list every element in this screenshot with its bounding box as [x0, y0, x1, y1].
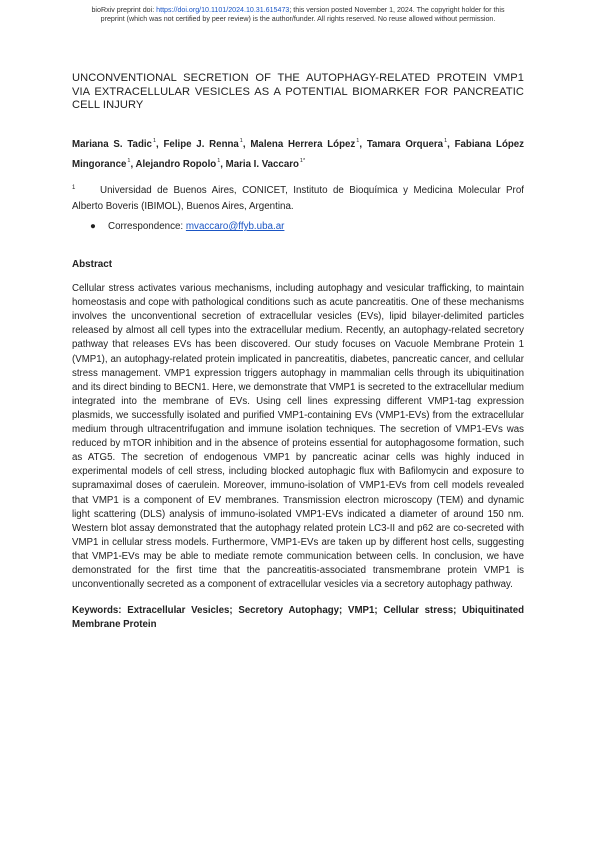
doi-link[interactable]: https://doi.org/10.1101/2024.10.31.615473: [156, 6, 290, 14]
author-name: Felipe J. Renna: [163, 139, 239, 151]
correspondence: [72, 220, 524, 234]
author-affiliation-mark: 1*: [299, 158, 306, 165]
author-name: Alejandro Ropolo: [135, 159, 217, 171]
author-list: Mariana S. Tadic$^1$, Felipe J. Renna$^1$, Malena Herrera López$^1$, Tamara Orquera$^1$, Fabiana López Mingorance$^1$, Alejandro Ropolo$^1$, Maria I. Vaccaro$^{1*}$: [72, 138, 525, 171]
author-name: Malena Herrera López: [250, 139, 356, 151]
author-name: Mariana S. Tadic: [72, 139, 152, 151]
preprint-notice-line1: [0, 6, 596, 15]
author-name: Fabiana López Mingorance: [72, 139, 525, 171]
author-name: Maria I. Vaccaro: [225, 159, 299, 171]
notice-suffix: ; this version posted November 1, 2024. The copyright holder for this: [289, 6, 505, 14]
bullet-icon: ●: [90, 221, 96, 233]
paper-title: UNCONVENTIONAL SECRETION OF THE AUTOPHAGY-RELATED PROTEIN VMP1 VIA EXTRACELLULAR VESICLES AS A POTENTIAL BIOMARKER FOR PANCREATIC CELL INJURY: [72, 72, 524, 112]
affiliation-number: 1: [72, 185, 76, 192]
author-affiliation-mark: 1: [356, 138, 360, 145]
preprint-notice: [0, 6, 596, 24]
author-affiliation-mark: 1: [152, 138, 157, 145]
preprint-notice-line2: preprint (which was not certified by peer review) is the author/funder. All rights reserved. No reuse allowed without permission.: [100, 15, 496, 23]
author-name: Tamara Orquera: [366, 139, 444, 151]
notice-prefix: bioRxiv preprint doi:: [91, 6, 157, 14]
affiliation-text: Universidad de Buenos Aires, CONICET, Instituto de Bioquímica y Medicina Molecular Prof Alberto Boveris (IBIMOL), Buenos Aires, Argentina.: [72, 185, 524, 212]
paper-page: [72, 72, 524, 633]
abstract-body: Cellular stress activates various mechanisms, including autophagy and vesicular trafficking, to maintain homeostasis and cope with pathological conditions such as acute pancreatitis. One of these mechanisms involves the unconventional secretion of extracellular vesicles (EVs), lipid bilayer-delimited particles released by almost all cell types into the extracellular medium. Recently, an autophagy-related secretory pathway that releases EVs has been discovered. Our study focuses on Vacuole Membrane Protein 1 (VMP1), an autophagy-related protein implicated in pancreatitis, diabetes, pancreatic cancer, and cellular stress management. VMP1 expression triggers autophagy in mammalian cells through its ubiquitination and its direct binding to BECN1. Here, we demonstrate that VMP1 is secreted to the extracellular medium integrated into the membrane of EVs. Using cell lines expressing different VMP1-tag expression plasmids, we successfully isolated and purified VMP1-containing EVs (VMP1-EVs) from the extracellular medium through ultracentrifugation and immune isolation techniques. The secretion of VMP1-EVs was reduced by mTOR inhibition and in the absence of proteins essential for autophagosome formation, such as ATG5. The secretion of endogenous VMP1 by pancreatic acinar cells was highly induced in experimental models of cell stress, including blocked autophagic flux with Bafilomycin and exposure to supramaximal doses of caerulein. Moreover, immuno-isolation of VMP1-EVs from cell models revealed that VMP1 is a component of EV membranes. Transmission electron microscopy (TEM) and dynamic light scattering (DLS) analysis of immuno-isolated VMP1-EVs indicated a diameter of around 150 nm. Western blot assay demonstrated that the autophagy related protein LC3-II and p62 are co-secreted with VMP1 in cellular stress models. Furthermore, VMP1-EVs are taken up by different host cells, suggesting that VMP1-EVs may be able to mediate remote communication between cells. In conclusion, we have demonstrated for the first time that the pancreatitis-associated transmembrane protein VMP1 is unconventionally secreted as a component of extracellular vesicles via a secretory autophagy pathway.: [72, 283, 524, 591]
author-affiliation-mark: 1: [239, 138, 243, 145]
abstract-heading: Abstract: [72, 259, 113, 271]
keywords: Keywords: Extracellular Vesicles; Secretory Autophagy; VMP1; Cellular stress; Ubiquitinated Membrane Protein: [72, 605, 524, 631]
author-affiliation-mark: 1: [217, 158, 221, 165]
correspondence-label: Correspondence:: [108, 221, 186, 233]
author-affiliation-mark: 1: [444, 138, 448, 145]
correspondence-email-link[interactable]: mvaccaro@ffyb.uba.ar: [185, 221, 285, 233]
affiliation: [72, 181, 524, 214]
author-affiliation-mark: 1: [127, 158, 131, 165]
